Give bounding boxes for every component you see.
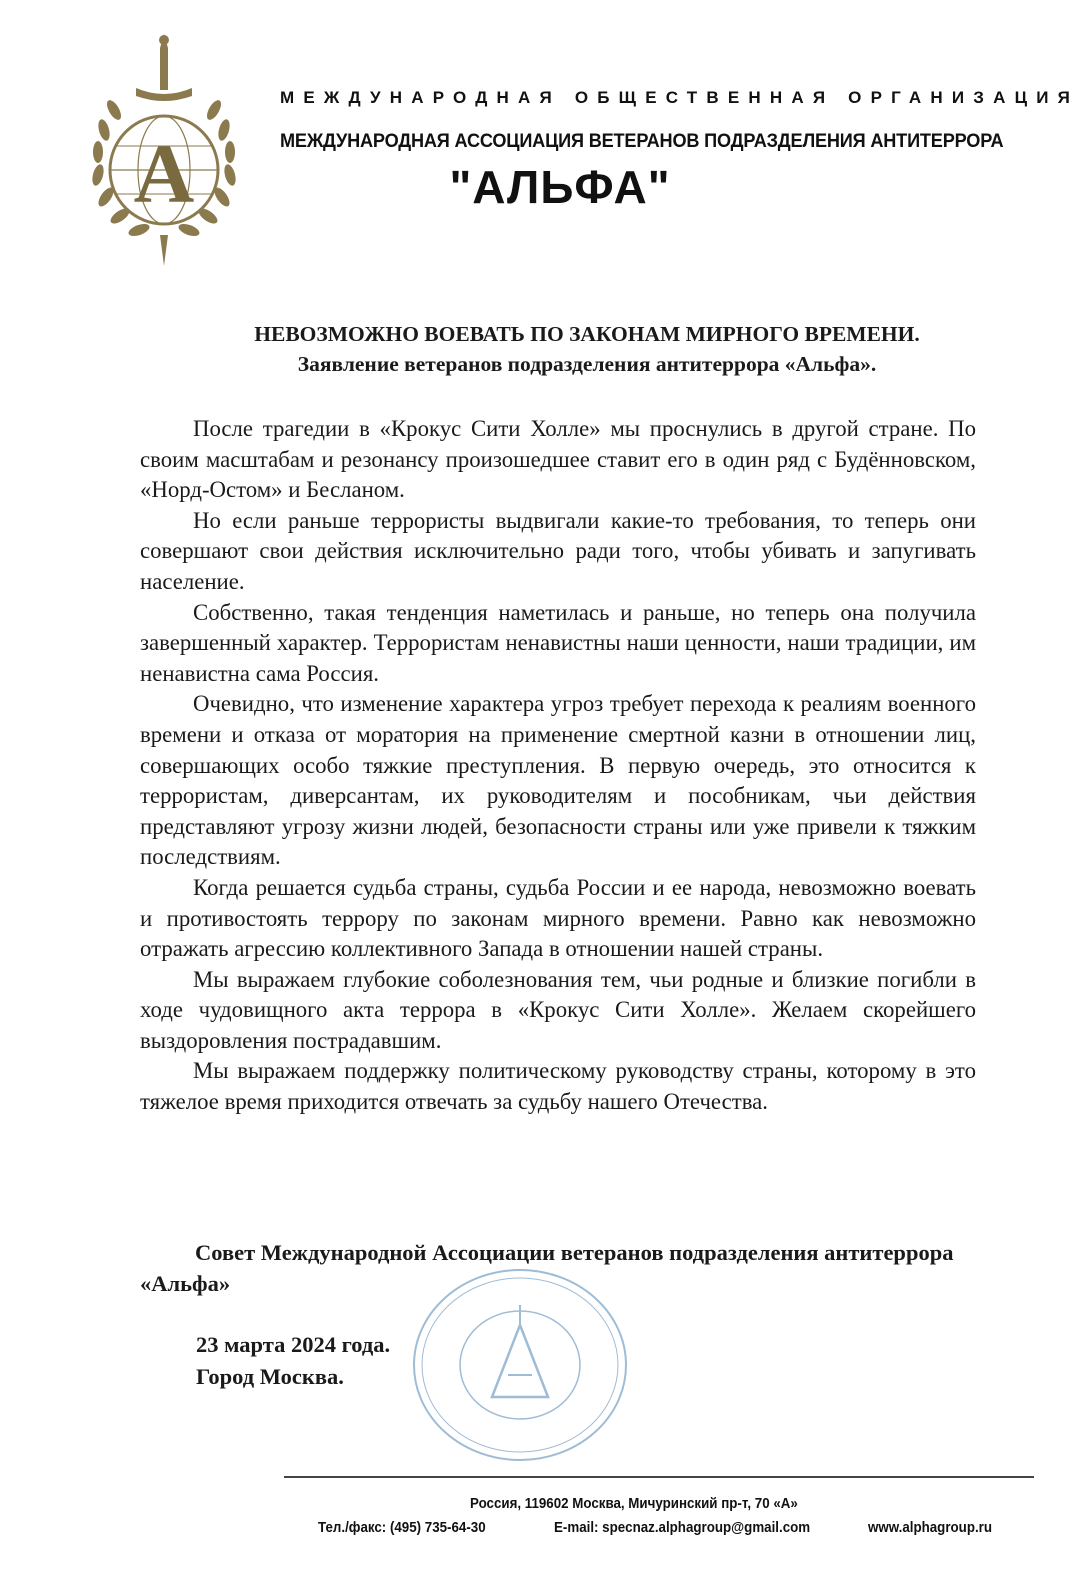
signature-city: Город Москва. bbox=[196, 1364, 344, 1389]
signature-date: 23 марта 2024 года. bbox=[196, 1332, 391, 1357]
footer-phone: Тел./факс: (495) 735-64-30 bbox=[318, 1520, 486, 1536]
footer-email[interactable]: E-mail: specnaz.alphagroup@gmail.com bbox=[554, 1520, 811, 1536]
statement-title: НЕВОЗМОЖНО ВОЕВАТЬ ПО ЗАКОНАМ МИРНОГО ВРЕМЕНИ. bbox=[254, 322, 920, 346]
paragraph: Когда решается судьба страны, судьба России и ее народа, невозможно воевать и противостоять террору по законам мирного времени. Равно как невозможно отражать агрессию коллективного Запада в отношении нашей страны. bbox=[140, 874, 976, 962]
paragraph: Собственно, такая тенденция наметилась и раньше, но теперь она получила завершенный характер. Террористам ненавистны наши ценности, наши традиции, им ненавистна сама Россия. bbox=[140, 599, 976, 686]
footer-address: Россия, 119602 Москва, Мичуринский пр-т, 70 «А» bbox=[470, 1496, 798, 1512]
paragraph: После трагедии в «Крокус Сити Холле» мы проснулись в другой стране. По своим масштабам и резонансу произошедшее ставит его в один ряд с Будённовском, «Норд-Остом» и Бесланом. bbox=[140, 416, 976, 503]
paragraph: Мы выражаем глубокие соболезнования тем, чьи родные и близкие погибли в ходе чудовищного акта террора в «Крокус Сити Холле». Желаем скорейшего выздоровления пострадавшим. bbox=[140, 966, 976, 1053]
org-name-line: МЕЖДУНАРОДНАЯ АССОЦИАЦИЯ ВЕТЕРАНОВ ПОДРАЗДЕЛЕНИЯ АНТИТЕРРОРА bbox=[280, 130, 1004, 152]
svg-text:А: А bbox=[133, 128, 195, 221]
paragraph: Мы выражаем поддержку политическому руководству страны, которому в это тяжелое время приходится отвечать за судьбу нашего Отечества. bbox=[140, 1058, 976, 1115]
org-type-line: МЕЖДУНАРОДНАЯ ОБЩЕСТВЕННАЯ ОРГАНИЗАЦИЯ bbox=[280, 88, 1080, 107]
alpha-emblem-icon bbox=[84, 30, 244, 270]
statement-body bbox=[140, 414, 976, 1118]
signature-council: Совет Международной Ассоциации ветеранов подразделения антитеррора «Альфа» bbox=[140, 1240, 954, 1296]
footer-website-link[interactable]: www.alphagroup.ru bbox=[868, 1520, 993, 1536]
paragraph: Но если раньше террористы выдвигали какие-то требования, то теперь они совершают свои действия исключительно ради того, чтобы убивать и запугивать население. bbox=[140, 507, 976, 594]
org-short-name: "АЛЬФА" bbox=[449, 161, 671, 213]
statement-subtitle: Заявление ветеранов подразделения антитеррора «Альфа». bbox=[297, 352, 877, 376]
paragraph: Очевидно, что изменение характера угроз требует перехода к реалиям военного времени и отказа от моратория на применение смертной казни в отношении лиц, совершающих особо тяжкие преступления. В первую очередь, это относится к террористам, диверсантам, их руководителям и пособникам, чьи действия представляют угрозу жизни людей, безопасности страны или уже привели к тяжким последствиям. bbox=[140, 691, 976, 870]
footer-divider bbox=[284, 1476, 1034, 1478]
